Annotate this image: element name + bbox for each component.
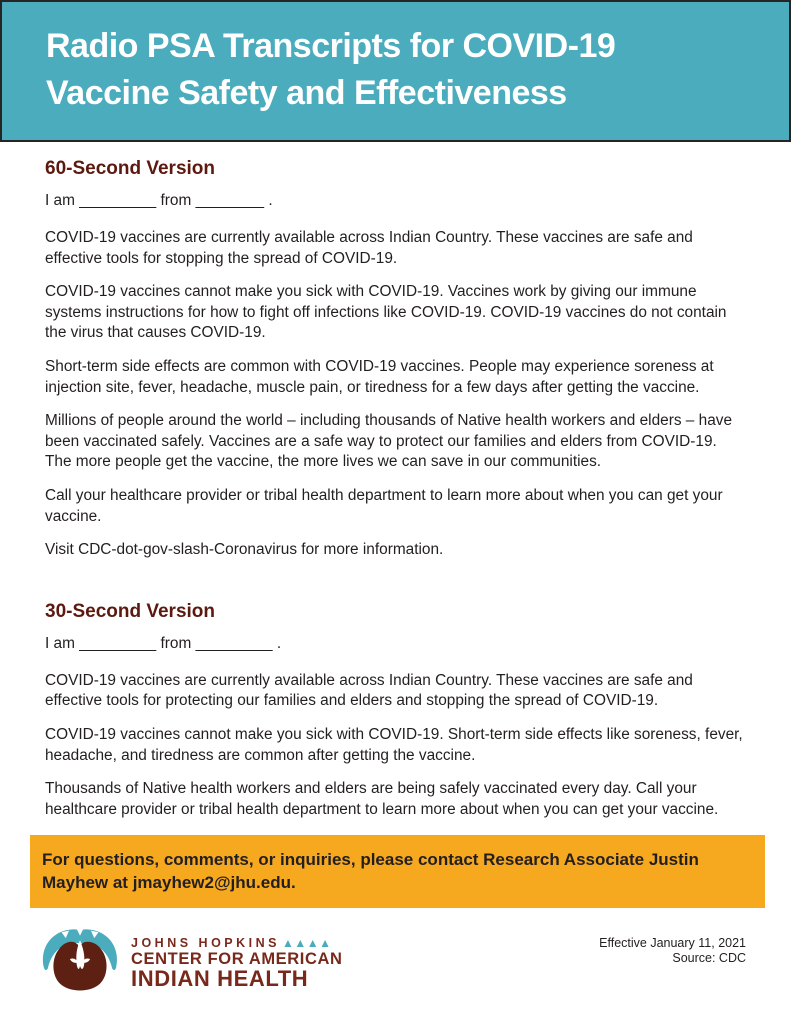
- paragraph: Call your healthcare provider or tribal health department to learn more about when you can get your vaccine.: [45, 486, 723, 525]
- logo-johns-hopkins: [131, 936, 343, 951]
- document-meta: [599, 922, 746, 966]
- contact-banner-text: For questions, comments, or inquiries, please contact Research Associate Justin Mayhew at jmayhew2@jhu.edu.: [42, 850, 699, 892]
- effective-date: Effective January 11, 2021: [599, 936, 746, 950]
- page-title-line2: Vaccine Safety and Effectiveness: [46, 74, 567, 112]
- source-note: Source: CDC: [672, 951, 746, 965]
- paragraph: COVID-19 vaccines are currently available across Indian Country. These vaccines are safe and effective tools for protecting our families and elders and stopping the spread of COVID-19.: [45, 671, 693, 710]
- logo-johns-hopkins-text: JOHNS HOPKINS: [131, 935, 280, 950]
- logo-wordmark: [131, 932, 343, 989]
- section-heading-60-second: 60-Second Version: [45, 158, 216, 179]
- jhu-caih-logo: [38, 922, 343, 998]
- page-title-line1: Radio PSA Transcripts for COVID-19: [46, 27, 616, 65]
- contact-banner: [30, 835, 765, 908]
- paragraph: Thousands of Native health workers and elders are being safely vaccinated every day. Call your healthcare provider or tribal health department to learn more about when you can get your vaccine.: [45, 780, 719, 818]
- section-heading-30-second: 30-Second Version: [45, 600, 216, 622]
- paragraph: COVID-19 vaccines are currently available across Indian Country. These vaccines are safe and effective tools for stopping the spread of COVID-19.: [45, 229, 693, 267]
- paragraph: COVID-19 vaccines cannot make you sick with COVID-19. Vaccines work by giving our immune systems instructions for how to fight off infections like COVID-19. COVID-19 vaccines do not contain the virus that causes COVID-19.: [45, 283, 727, 342]
- document-body: [0, 158, 791, 820]
- fill-in-blank-line: I am _________ from ________ .: [45, 192, 273, 209]
- title-banner: [0, 0, 791, 142]
- logo-indian-health: INDIAN HEALTH: [131, 965, 309, 991]
- paragraph: COVID-19 vaccines cannot make you sick with COVID-19. Short-term side effects like soreness, fever, headache, and tiredness are common after getting the vaccine.: [45, 725, 743, 764]
- paragraph: Millions of people around the world – including thousands of Native health workers and elders – have been vaccinated safely. Vaccines are a safe way to protect our families and elders from COVID-19. The more people get the vaccine, the more lives we can save in our communities.: [45, 412, 733, 471]
- paragraph: Visit CDC-dot-gov-slash-Coronavirus for more information.: [45, 541, 444, 559]
- fill-in-blank-line: I am _________ from _________ .: [45, 634, 282, 652]
- triangle-glyphs-icon: ▲▲▲▲: [282, 935, 332, 950]
- footer: [38, 922, 746, 998]
- logo-center-for-american: CENTER FOR AMERICAN: [131, 949, 343, 968]
- paragraph: Short-term side effects are common with COVID-19 vaccines. People may experience soreness at injection site, fever, headache, muscle pain, or tiredness for a few days after getting the vaccine.: [45, 357, 714, 396]
- page-title: [46, 23, 745, 117]
- mother-child-emblem-icon: [38, 922, 122, 998]
